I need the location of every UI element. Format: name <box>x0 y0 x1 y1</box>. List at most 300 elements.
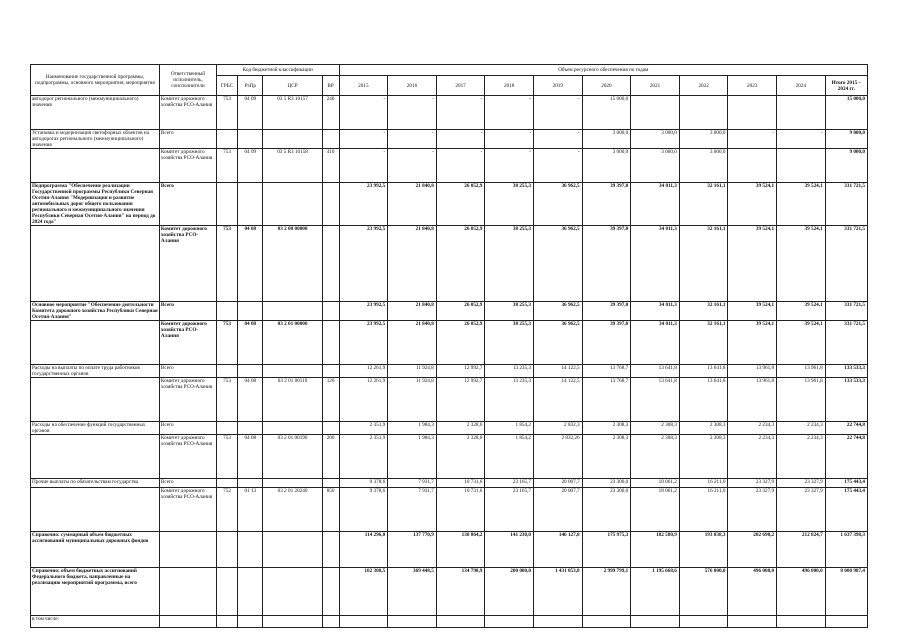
row-total: 331 721,5 <box>825 321 867 365</box>
row-value-2017: - <box>436 130 485 149</box>
row-value-2016: - <box>388 130 437 149</box>
row-rzpr: 04 08 <box>238 378 263 422</box>
row-total: 9 000,0 <box>825 130 867 149</box>
row-csr: 03 5 R3 10158 <box>263 149 322 183</box>
row-value-2019: 20 007,7 <box>534 488 583 532</box>
row-value-2023: 39 524,1 <box>728 302 777 321</box>
row-name <box>31 488 160 532</box>
row-value-2024: 39 524,1 <box>777 183 826 226</box>
row-value-2024: 23 327,9 <box>777 479 826 488</box>
row-value-2023: 13 961,8 <box>728 378 777 422</box>
row-value-2017: 10 731,6 <box>436 488 485 532</box>
row-value-2018: 23 165,7 <box>485 479 534 488</box>
row-value-2015: - <box>339 130 388 149</box>
row-value-2018: 13 235,3 <box>485 365 534 378</box>
row-rzpr: 04 08 <box>238 435 263 479</box>
row-rzpr: 04 08 <box>238 321 263 365</box>
row-value-2022: 13 641,8 <box>679 378 728 422</box>
header-code-1: РзПр <box>238 76 263 96</box>
row-value-2019: 2 832,3 <box>534 422 583 435</box>
row-executor: Комитет дорожного хозяйства РСО-Алания <box>159 226 216 302</box>
row-value-2019: 146 127,8 <box>534 532 583 568</box>
row-value-2021: 34 011,3 <box>631 302 680 321</box>
row-csr: 03 2 01 00190 <box>263 435 322 479</box>
row-grbs <box>216 302 237 321</box>
row-grbs: 753 <box>216 435 237 479</box>
row-csr: 03 2 01 00110 <box>263 378 322 422</box>
row-value-2021: 3 000,0 <box>631 130 680 149</box>
row-value-2019: 36 962,5 <box>534 183 583 226</box>
header-total: Итого 2015 – 2024 гг. <box>825 76 867 96</box>
row-executor: Всего <box>159 422 216 435</box>
header-year-2019: 2019 <box>534 76 583 96</box>
row-vr <box>322 226 339 302</box>
row-value-2018: - <box>485 130 534 149</box>
row-total: 15 000,0 <box>825 96 867 130</box>
row-total: 8 000 987,4 <box>825 568 867 616</box>
row-rzpr: 01 13 <box>238 488 263 532</box>
row-grbs <box>216 532 237 568</box>
row-value-2022 <box>679 616 728 628</box>
row-value-2017: 12 992,7 <box>436 378 485 422</box>
row-csr <box>263 130 322 149</box>
table-row <box>31 302 868 321</box>
row-value-2016: - <box>388 149 437 183</box>
row-value-2018 <box>485 616 534 628</box>
row-total: 1 637 398,3 <box>825 532 867 568</box>
row-value-2024: 39 524,1 <box>777 321 826 365</box>
row-executor: Всего <box>159 302 216 321</box>
row-vr <box>322 532 339 568</box>
header-code-3: ВР <box>322 76 339 96</box>
row-grbs <box>216 130 237 149</box>
table-row <box>31 130 868 149</box>
row-value-2021: 1 195 668,6 <box>631 568 680 616</box>
row-value-2021: 13 641,8 <box>631 365 680 378</box>
row-value-2015: 114 296,0 <box>339 532 388 568</box>
row-name: автодорог регионального (межмуниципального) значения <box>31 96 160 130</box>
row-grbs <box>216 568 237 616</box>
row-vr: 410 <box>322 149 339 183</box>
row-value-2019: 20 007,7 <box>534 479 583 488</box>
row-value-2022: 576 000,0 <box>679 568 728 616</box>
row-value-2019: 14 122,5 <box>534 378 583 422</box>
row-value-2021: 2 308,3 <box>631 435 680 479</box>
row-value-2017: - <box>436 96 485 130</box>
row-rzpr <box>238 183 263 226</box>
row-executor: Всего <box>159 130 216 149</box>
row-value-2022: 32 161,1 <box>679 321 728 365</box>
row-vr <box>322 130 339 149</box>
row-total: 22 744,8 <box>825 422 867 435</box>
row-rzpr: 04 08 <box>238 226 263 302</box>
row-name: Установка и модернизация светофорных объектов на автодорогах регионального (межмуниципального) значения <box>31 130 160 149</box>
row-value-2020: 39 397,0 <box>582 183 631 226</box>
table-row <box>31 226 868 302</box>
row-value-2020: 23 300,0 <box>582 479 631 488</box>
table-row <box>31 532 868 568</box>
row-value-2021: 182 580,9 <box>631 532 680 568</box>
row-value-2023: 13 961,8 <box>728 365 777 378</box>
row-value-2015 <box>339 616 388 628</box>
row-value-2018: 38 255,3 <box>485 302 534 321</box>
row-value-2020: 13 768,7 <box>582 365 631 378</box>
row-value-2017: 26 052,9 <box>436 302 485 321</box>
row-rzpr <box>238 616 263 628</box>
row-value-2018: - <box>485 149 534 183</box>
row-vr <box>322 479 339 488</box>
row-total: 331 721,5 <box>825 183 867 226</box>
row-value-2018: - <box>485 96 534 130</box>
table-row <box>31 96 868 130</box>
row-value-2015: 2 351,9 <box>339 435 388 479</box>
row-executor: Комитет дорожного хозяйства РСО-Алания <box>159 149 216 183</box>
row-value-2024: - <box>777 130 826 149</box>
table-row <box>31 568 868 616</box>
row-grbs <box>216 616 237 628</box>
header-year-2016: 2016 <box>388 76 437 96</box>
row-value-2023: 39 524,1 <box>728 226 777 302</box>
row-value-2016 <box>388 616 437 628</box>
row-value-2018: 38 255,3 <box>485 321 534 365</box>
row-value-2017: - <box>436 149 485 183</box>
row-value-2016: 1 984,3 <box>388 422 437 435</box>
header-code-2: ЦСР <box>263 76 322 96</box>
header-volume: Объем ресурсного обеспечения по годам <box>339 65 867 76</box>
row-value-2023: 2 234,3 <box>728 435 777 479</box>
row-value-2019: 14 122,5 <box>534 365 583 378</box>
row-executor: Комитет дорожного хозяйства РСО-Алания <box>159 378 216 422</box>
table-row <box>31 422 868 435</box>
row-vr: 850 <box>322 488 339 532</box>
row-value-2024: 23 327,9 <box>777 488 826 532</box>
row-value-2017: 26 052,9 <box>436 183 485 226</box>
row-grbs <box>216 365 237 378</box>
header-year-2024: 2024 <box>777 76 826 96</box>
row-rzpr <box>238 479 263 488</box>
table-body <box>31 96 868 628</box>
row-value-2017: 26 052,9 <box>436 226 485 302</box>
row-value-2016: 7 931,7 <box>388 479 437 488</box>
header-year-2018: 2018 <box>485 76 534 96</box>
row-value-2024 <box>777 616 826 628</box>
row-csr <box>263 479 322 488</box>
row-vr <box>322 616 339 628</box>
row-value-2024: 2 234,3 <box>777 422 826 435</box>
row-value-2019: - <box>534 96 583 130</box>
row-value-2021: 34 011,3 <box>631 321 680 365</box>
row-value-2016: 21 840,8 <box>388 321 437 365</box>
row-vr <box>322 365 339 378</box>
row-value-2022: 3 000,0 <box>679 149 728 183</box>
row-name: Расходы на выплаты по оплате труда работников государственных органов <box>31 365 160 378</box>
row-csr <box>263 183 322 226</box>
row-value-2021: 2 308,3 <box>631 422 680 435</box>
row-value-2021: 18 061,2 <box>631 479 680 488</box>
row-value-2023: 23 327,9 <box>728 488 777 532</box>
row-total: 133 533,3 <box>825 365 867 378</box>
row-vr <box>322 321 339 365</box>
header-year-2023: 2023 <box>728 76 777 96</box>
row-grbs: 753 <box>216 378 237 422</box>
row-value-2017: 130 864,2 <box>436 532 485 568</box>
row-value-2015: 102 308,5 <box>339 568 388 616</box>
header-year-2022: 2022 <box>679 76 728 96</box>
row-value-2023: 496 000,0 <box>728 568 777 616</box>
header-code: Код бюджетной классификации <box>216 65 339 76</box>
row-vr <box>322 302 339 321</box>
row-value-2023: 2 234,3 <box>728 422 777 435</box>
row-value-2017: 12 992,7 <box>436 365 485 378</box>
row-value-2019: 1 431 053,8 <box>534 568 583 616</box>
row-name: Основное мероприятие "Обеспечение деятельности Комитета дорожного хозяйства Республики Северная Осетия-Алания" <box>32 302 158 320</box>
row-total <box>825 616 867 628</box>
row-value-2024: 13 961,8 <box>777 378 826 422</box>
row-value-2023 <box>728 149 777 183</box>
row-value-2015: 9 378,6 <box>339 479 388 488</box>
header-code-0: ГРБС <box>216 76 237 96</box>
row-value-2018: 13 235,3 <box>485 378 534 422</box>
row-value-2024: 496 000,0 <box>777 568 826 616</box>
row-total: 331 721,5 <box>825 226 867 302</box>
row-value-2021 <box>631 616 680 628</box>
row-value-2016: 21 840,8 <box>388 226 437 302</box>
row-value-2021: 34 011,3 <box>631 183 680 226</box>
row-value-2018: 38 255,3 <box>485 226 534 302</box>
row-rzpr: 04 09 <box>238 149 263 183</box>
row-value-2020: 175 975,3 <box>582 532 631 568</box>
row-total: 175 443,4 <box>825 488 867 532</box>
row-name: в том числе: <box>31 616 160 628</box>
row-executor: Всего <box>159 479 216 488</box>
row-value-2022: 193 038,3 <box>679 532 728 568</box>
row-value-2015: 2 351,9 <box>339 422 388 435</box>
row-value-2024: 212 824,7 <box>777 532 826 568</box>
row-value-2016: 21 840,8 <box>388 183 437 226</box>
row-grbs: 753 <box>216 96 237 130</box>
row-total: 175 443,4 <box>825 479 867 488</box>
row-value-2016: - <box>388 96 437 130</box>
row-value-2019: 36 962,5 <box>534 321 583 365</box>
row-csr: 03 2 00 00000 <box>263 226 322 302</box>
row-value-2023: 202 690,2 <box>728 532 777 568</box>
row-vr: 240 <box>322 96 339 130</box>
row-csr: 03 2 01 00000 <box>263 321 322 365</box>
row-value-2017: 134 798,9 <box>436 568 485 616</box>
row-value-2022 <box>679 96 728 130</box>
row-value-2016: 11 924,8 <box>388 378 437 422</box>
row-value-2018: 1 854,2 <box>485 422 534 435</box>
header-year-2020: 2020 <box>582 76 631 96</box>
row-value-2018: 23 165,7 <box>485 488 534 532</box>
row-csr <box>263 365 322 378</box>
row-name: Прочие выплаты по обязательствам государства <box>31 479 160 488</box>
row-value-2017 <box>436 616 485 628</box>
row-value-2021: 13 641,8 <box>631 378 680 422</box>
row-value-2020: 13 768,7 <box>582 378 631 422</box>
table-row <box>31 435 868 479</box>
row-value-2015: 9 378,6 <box>339 488 388 532</box>
row-grbs: 753 <box>216 226 237 302</box>
row-name: Справочно: суммарный объем бюджетных ассигнований муниципальных дорожных фондов <box>31 532 160 568</box>
table-row <box>31 183 868 226</box>
row-total: 331 721,5 <box>825 302 867 321</box>
table-row <box>31 488 868 532</box>
row-value-2018: 141 230,0 <box>485 532 534 568</box>
row-executor <box>159 532 216 568</box>
row-value-2022: 2 308,3 <box>679 435 728 479</box>
row-value-2015: - <box>339 149 388 183</box>
row-value-2024: 13 961,8 <box>777 365 826 378</box>
row-grbs: 753 <box>216 149 237 183</box>
row-executor <box>159 568 216 616</box>
table-row <box>31 616 868 628</box>
row-rzpr: 04 09 <box>238 96 263 130</box>
row-value-2022: 32 161,1 <box>679 226 728 302</box>
table-row <box>31 149 868 183</box>
row-value-2016: 1 984,3 <box>388 435 437 479</box>
row-value-2022: 13 641,8 <box>679 365 728 378</box>
row-vr <box>322 422 339 435</box>
row-value-2015: 12 261,9 <box>339 378 388 422</box>
row-name <box>31 378 160 422</box>
row-total: 133 533,3 <box>825 378 867 422</box>
row-value-2019: 36 962,5 <box>534 226 583 302</box>
row-total: 9 000,0 <box>825 149 867 183</box>
row-executor: Комитет дорожного хозяйства РСО-Алания <box>159 96 216 130</box>
header-name: Наименование государственной программы, подпрограммы, основного мероприятия, мероприятия <box>31 65 160 96</box>
row-value-2016: 11 924,8 <box>388 365 437 378</box>
row-value-2023: 39 524,1 <box>728 321 777 365</box>
row-value-2024: 39 524,1 <box>777 226 826 302</box>
row-value-2017: 2 328,6 <box>436 435 485 479</box>
row-value-2024 <box>777 96 826 130</box>
row-value-2018: 38 255,3 <box>485 183 534 226</box>
row-value-2020: 2 999 799,1 <box>582 568 631 616</box>
row-value-2015: 23 992,5 <box>339 226 388 302</box>
row-executor: Комитет дорожного хозяйства РСО-Алания <box>159 321 216 365</box>
row-value-2019: 36 962,5 <box>534 302 583 321</box>
document-page <box>30 64 868 628</box>
header-year-2015: 2015 <box>339 76 388 96</box>
row-value-2019: - <box>534 149 583 183</box>
row-rzpr <box>238 365 263 378</box>
row-vr <box>322 183 339 226</box>
row-rzpr <box>238 422 263 435</box>
row-value-2023 <box>728 96 777 130</box>
row-name: Справочно: объем бюджетных ассигнований Федерального бюджета, направленные на реализацию мероприятий программы, всего <box>31 568 160 616</box>
row-value-2022: 32 161,1 <box>679 183 728 226</box>
row-value-2015: - <box>339 96 388 130</box>
row-rzpr <box>238 130 263 149</box>
row-grbs: 752 <box>216 488 237 532</box>
row-value-2017: 26 052,9 <box>436 321 485 365</box>
row-csr <box>263 422 322 435</box>
row-value-2020: 2 308,3 <box>582 422 631 435</box>
row-rzpr <box>238 302 263 321</box>
row-value-2015: 23 992,5 <box>339 321 388 365</box>
row-name <box>31 435 160 479</box>
table-row <box>31 365 868 378</box>
row-name <box>31 321 160 365</box>
row-value-2023 <box>728 616 777 628</box>
row-value-2023: - <box>728 130 777 149</box>
row-value-2018: 1 854,2 <box>485 435 534 479</box>
row-value-2021: 18 061,2 <box>631 488 680 532</box>
table-row <box>31 378 868 422</box>
row-value-2022: 2 308,3 <box>679 422 728 435</box>
table-row <box>31 321 868 365</box>
row-value-2020: 23 300,0 <box>582 488 631 532</box>
row-value-2020: 3 000,0 <box>582 149 631 183</box>
row-value-2020: 3 000,0 <box>582 130 631 149</box>
row-value-2024: 39 524,1 <box>777 302 826 321</box>
header-executor: Ответственный исполнитель, соисполнители <box>159 65 216 96</box>
row-value-2022: 3 000,0 <box>679 130 728 149</box>
row-name <box>31 149 160 183</box>
row-value-2024 <box>777 149 826 183</box>
row-value-2015: 23 992,5 <box>339 183 388 226</box>
row-vr <box>322 568 339 616</box>
row-grbs: 753 <box>216 321 237 365</box>
row-value-2020 <box>582 616 631 628</box>
row-executor <box>159 616 216 628</box>
header-year-2021: 2021 <box>631 76 680 96</box>
row-executor: Комитет дорожного хозяйства РСО-Алания <box>159 435 216 479</box>
row-value-2018: 200 000,0 <box>485 568 534 616</box>
row-csr: 03 2 01 20240 <box>263 488 322 532</box>
row-name: Расходы на обеспечение функций государственных органов <box>31 422 160 435</box>
row-value-2022: 32 161,1 <box>679 302 728 321</box>
row-executor: Всего <box>159 183 216 226</box>
row-grbs <box>216 422 237 435</box>
row-value-2015: 12 261,9 <box>339 365 388 378</box>
table-row <box>31 479 868 488</box>
row-name <box>31 226 160 302</box>
row-value-2019: 2 832,26 <box>534 435 583 479</box>
row-grbs <box>216 479 237 488</box>
header-year-2017: 2017 <box>436 76 485 96</box>
row-name: Подпрограмма "Обеспечение реализации Государственной программы Республики Северная Осетия-Алания "Модернизация и развитие автомобильных дорог общего пользования регионального и межмуниципального значения Республики Северная Осетия-Алания" на период до 2024 года" <box>31 183 160 226</box>
row-value-2022: 16 211,0 <box>679 479 728 488</box>
row-grbs <box>216 183 237 226</box>
budget-table <box>30 64 868 628</box>
row-value-2023: 39 524,1 <box>728 183 777 226</box>
row-value-2019 <box>534 616 583 628</box>
row-value-2020: 39 397,0 <box>582 321 631 365</box>
row-csr <box>263 616 322 628</box>
row-total: 22 744,8 <box>825 435 867 479</box>
row-value-2021: 34 011,3 <box>631 226 680 302</box>
row-value-2015: 23 992,5 <box>339 302 388 321</box>
row-csr <box>263 532 322 568</box>
row-rzpr <box>238 568 263 616</box>
row-value-2021 <box>631 96 680 130</box>
row-value-2016: 369 448,5 <box>388 568 437 616</box>
row-csr <box>263 568 322 616</box>
row-value-2016: 21 840,8 <box>388 302 437 321</box>
row-csr <box>263 302 322 321</box>
row-value-2020: 15 000,0 <box>582 96 631 130</box>
row-csr: 03 5 R3 10157 <box>263 96 322 130</box>
row-value-2016: 137 770,9 <box>388 532 437 568</box>
row-value-2021: 3 000,0 <box>631 149 680 183</box>
row-value-2023: 23 327,9 <box>728 479 777 488</box>
row-executor: Комитет дорожного хозяйства РСО-Алания <box>159 488 216 532</box>
row-value-2022: 16 211,0 <box>679 488 728 532</box>
row-vr: 200 <box>322 435 339 479</box>
row-value-2017: 2 328,6 <box>436 422 485 435</box>
